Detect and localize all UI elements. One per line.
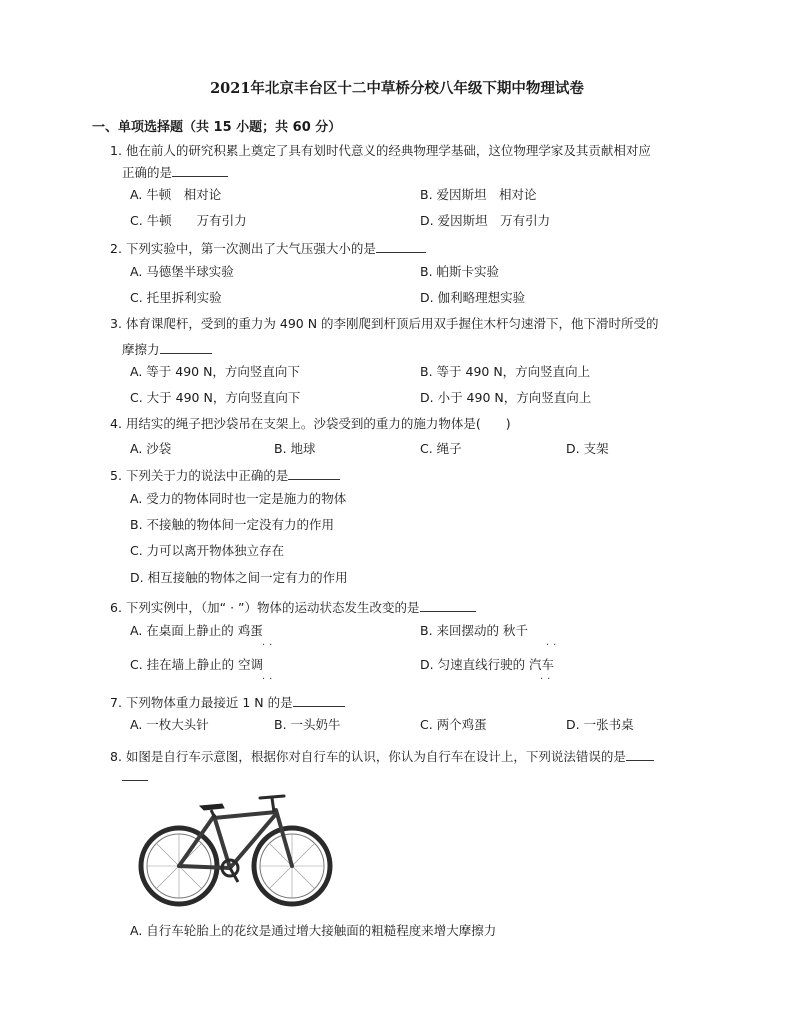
question-1-option-c: C. 牛顿 万有引力 — [130, 213, 247, 228]
emphasis-dots: ·· — [546, 640, 561, 651]
question-6-option-c: C. 挂在墙上静止的 空调 — [130, 657, 264, 672]
question-1-option-b: B. 爱因斯坦 相对论 — [420, 187, 537, 202]
question-7-option-a: A. 一枚大头针 — [130, 717, 209, 732]
answer-blank — [626, 746, 654, 761]
question-8-option-a: A. 自行车轮胎上的花纹是通过增大接触面的粗糙程度来增大摩擦力 — [130, 923, 497, 938]
question-7-option-c: C. 两个鸡蛋 — [420, 717, 487, 732]
question-1-option-d: D. 爱因斯坦 万有引力 — [420, 213, 551, 228]
answer-blank — [122, 766, 148, 781]
question-7: 7. 下列物体重力最接近 1 N 的是 — [110, 692, 345, 712]
question-1: 1. 他在前人的研究积累上奠定了具有划时代意义的经典物理学基础，这位物理学家及其贡献相对应 — [110, 143, 651, 158]
question-6: 6. 下列实例中，（加“ · ”）物体的运动状态发生改变的是 — [110, 597, 476, 617]
question-4: 4. 用结实的绳子把沙袋吊在支架上。沙袋受到的重力的施力物体是( ) — [110, 416, 511, 431]
question-3-continued: 摩擦力 — [122, 339, 212, 359]
question-6-option-a: A. 在桌面上静止的 鸡蛋 — [130, 623, 263, 638]
question-2-option-c: C. 托里拆利实验 — [130, 290, 222, 305]
bicycle-illustration — [134, 788, 334, 908]
answer-blank — [376, 238, 426, 253]
handlebar — [260, 796, 284, 798]
question-4-option-b: B. 地球 — [274, 441, 316, 456]
question-5-option-a: A. 受力的物体同时也一定是施力的物体 — [130, 491, 347, 506]
question-4-option-d: D. 支架 — [566, 441, 609, 456]
question-2: 2. 下列实验中，第一次测出了大气压强大小的是 — [110, 238, 426, 258]
question-6-option-d: D. 匀速直线行驶的 汽车 — [420, 657, 555, 672]
answer-blank — [172, 162, 228, 177]
answer-blank — [288, 465, 340, 480]
emphasis-dots: ·· — [262, 674, 277, 685]
emphasis-dots: ·· — [262, 640, 277, 651]
question-4-option-a: A. 沙袋 — [130, 441, 172, 456]
question-5-option-c: C. 力可以离开物体独立存在 — [130, 543, 285, 558]
question-8-continued — [122, 766, 148, 786]
question-3-option-d: D. 小于 490 N，方向竖直向上 — [420, 390, 592, 405]
question-6-option-b: B. 来回摆动的 秋千 — [420, 623, 528, 638]
answer-blank — [160, 339, 212, 354]
question-7-option-d: D. 一张书桌 — [566, 717, 634, 732]
question-5-option-b: B. 不接触的物体间一定没有力的作用 — [130, 517, 335, 532]
question-3-option-b: B. 等于 490 N，方向竖直向上 — [420, 364, 591, 379]
question-3-option-c: C. 大于 490 N，方向竖直向下 — [130, 390, 301, 405]
question-3-option-a: A. 等于 490 N，方向竖直向下 — [130, 364, 300, 379]
question-3: 3. 体育课爬杆，受到的重力为 490 N 的李刚爬到杆顶后用双手握住木杆匀速滑下，他下滑时所受的 — [110, 316, 659, 331]
question-4-option-c: C. 绳子 — [420, 441, 462, 456]
question-7-option-b: B. 一头奶牛 — [274, 717, 341, 732]
answer-blank — [293, 692, 345, 707]
question-2-option-a: A. 马德堡半球实验 — [130, 264, 234, 279]
saddle — [200, 804, 224, 810]
emphasis-dots: ·· — [540, 674, 555, 685]
page-title: 2021年北京丰台区十二中草桥分校八年级下期中物理试卷 — [210, 80, 584, 97]
question-1-continued: 正确的是 — [122, 162, 228, 182]
answer-blank — [420, 597, 476, 612]
question-2-option-b: B. 帕斯卡实验 — [420, 264, 500, 279]
question-1-option-a: A. 牛顿 相对论 — [130, 187, 222, 202]
section-heading: 一、单项选择题（共 15 小题；共 60 分） — [92, 120, 342, 135]
question-5-option-d: D. 相互接触的物体之间一定有力的作用 — [130, 570, 348, 585]
question-5: 5. 下列关于力的说法中正确的是 — [110, 465, 340, 485]
top-tube — [214, 812, 276, 818]
question-8: 8. 如图是自行车示意图，根据你对自行车的认识，你认为自行车在设计上，下列说法错误的是 — [110, 746, 654, 766]
question-2-option-d: D. 伽利略理想实验 — [420, 290, 526, 305]
